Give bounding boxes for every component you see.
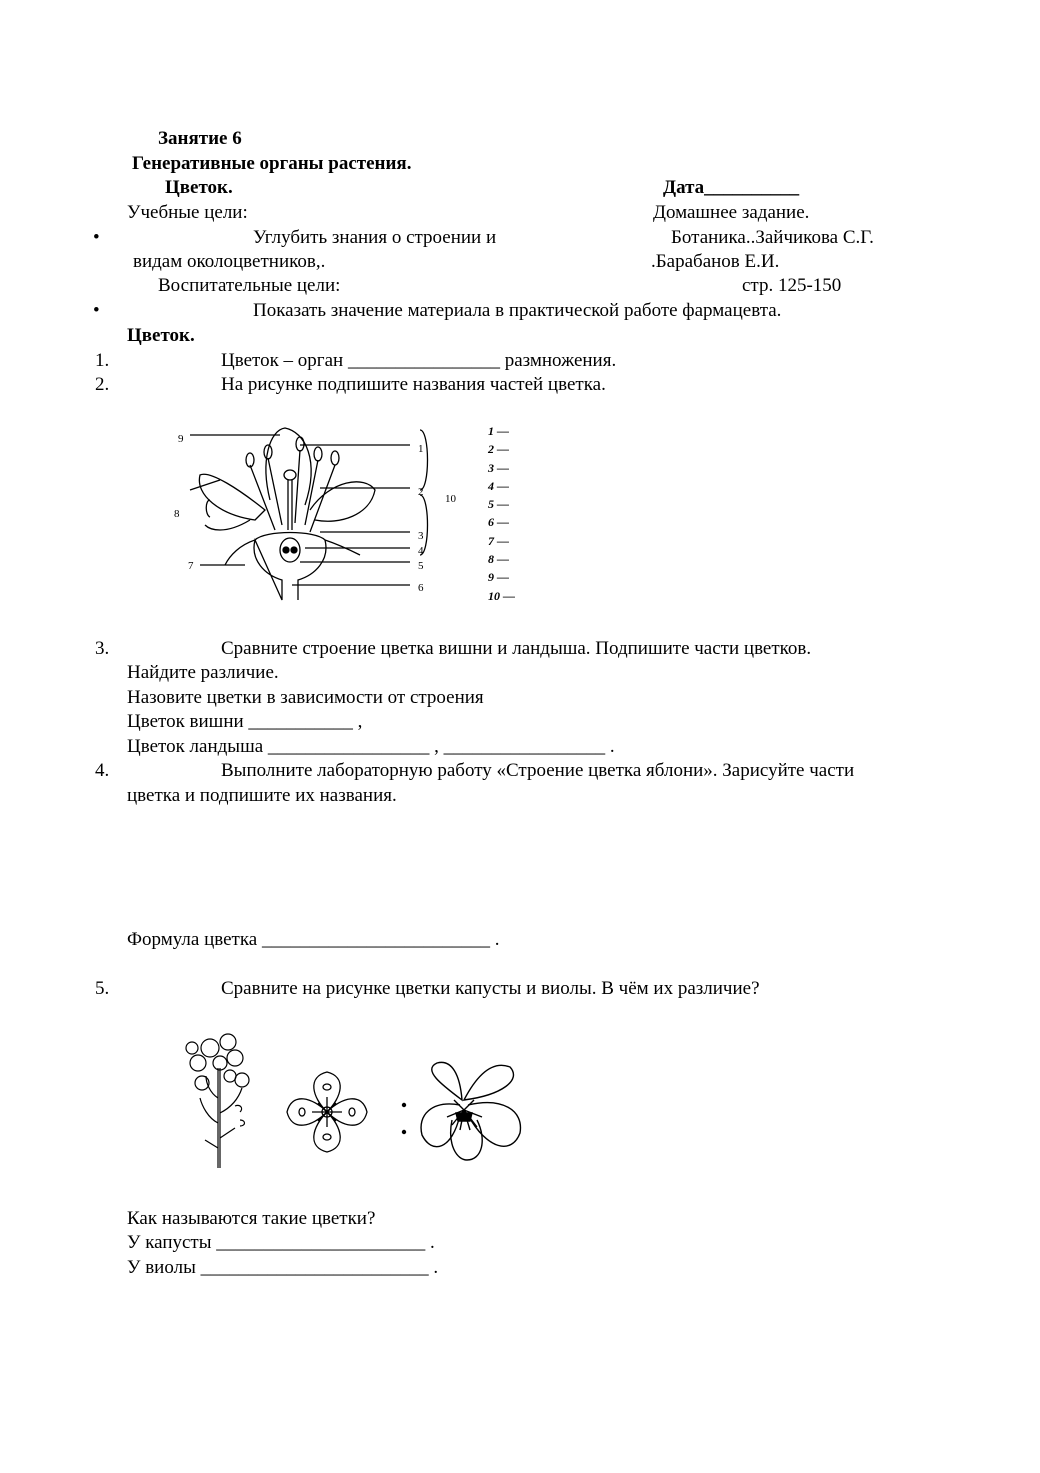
answer-line: 7 — [488, 533, 509, 548]
diagram-label-2: 2 [418, 486, 424, 498]
q5-text: Сравните на рисунке цветки капусты и виолы. В чём их различие? [221, 978, 760, 999]
homework-label: Домашнее задание. [653, 202, 810, 223]
diagram-label-10: 10 [445, 493, 456, 505]
lesson-number: Занятие 6 [158, 128, 242, 149]
lesson-topic: Генеративные органы растения. [132, 153, 412, 174]
bullet: • [93, 227, 100, 248]
vospit-goal-text: Показать значение материала в практической работе фармацевта. [253, 300, 782, 321]
viola-flower-drawing [392, 1055, 532, 1165]
diagram-label-4: 4 [418, 545, 424, 557]
cabbage-inflorescence-drawing [180, 1028, 265, 1173]
diagram-label-6: 6 [418, 582, 424, 594]
answer-line: 10 — [488, 588, 515, 603]
edu-goals-label: Учебные цели: [127, 202, 248, 223]
answer-line: 8 — [488, 552, 509, 567]
answer-line: 6 — [488, 515, 509, 530]
q3-text: Сравните строение цветка вишни и ландыша. Подпишите части цветков. [221, 638, 812, 659]
diagram-label-9: 9 [178, 433, 184, 445]
diagram-answer-list [488, 424, 538, 607]
bullet: • [93, 300, 100, 321]
homework-book1: Ботаника..Зайчикова С.Г. [671, 227, 874, 248]
answer-line: 9 — [488, 570, 509, 585]
date-field: Дата__________ [663, 177, 800, 198]
q5-viola-answer: У виолы ________________________ . [127, 1257, 439, 1278]
q3-cherry-answer: Цветок вишни ___________ , [127, 711, 363, 732]
q2-text: На рисунке подпишите названия частей цветка. [221, 374, 606, 395]
q5-cabbage-answer: У капусты ______________________ . [127, 1232, 435, 1253]
homework-book2: .Барабанов Е.И. [651, 251, 780, 272]
diagram-label-7: 7 [188, 560, 194, 572]
answer-line: 1 — [488, 424, 509, 438]
edu-goal-text-cont: видам околоцветников,. [133, 251, 326, 272]
q3-line3: Назовите цветки в зависимости от строения [127, 687, 484, 708]
answer-line: 4 — [488, 478, 509, 493]
q1-number: 1. [95, 350, 110, 371]
answer-line: 5 — [488, 497, 509, 512]
answer-line: 2 — [488, 442, 509, 457]
cabbage-flower-drawing [282, 1067, 372, 1157]
q3-line2: Найдите различие. [127, 662, 279, 683]
diagram-label-8: 8 [174, 508, 180, 520]
section-title: Цветок. [127, 325, 195, 346]
q3-lily-answer: Цветок ландыша _________________ , _________________ . [127, 736, 615, 757]
flower-structure-diagram [170, 420, 470, 610]
q4-line2: цветка и подпишите их названия. [127, 785, 397, 806]
q4-number: 4. [95, 760, 110, 781]
q2-number: 2. [95, 374, 110, 395]
answer-line: 3 — [488, 460, 509, 475]
q1-text: Цветок – орган ________________ размножения. [221, 350, 617, 371]
q5-line2: Как называются такие цветки? [127, 1208, 376, 1229]
q4-text: Выполните лабораторную работу «Строение цветка яблони». Зарисуйте части [221, 760, 855, 781]
diagram-label-1: 1 [418, 443, 424, 455]
q5-number: 5. [95, 978, 110, 999]
diagram-label-5: 5 [418, 560, 424, 572]
edu-goal-text: Углубить знания о строении и [253, 227, 497, 248]
diagram-label-3: 3 [418, 530, 424, 542]
flower-formula: Формула цветка ________________________ . [127, 929, 500, 950]
lesson-subtopic: Цветок. [165, 177, 233, 198]
q3-number: 3. [95, 638, 110, 659]
homework-pages: стр. 125-150 [742, 275, 842, 296]
vospit-goals-label: Воспитательные цели: [158, 275, 341, 296]
